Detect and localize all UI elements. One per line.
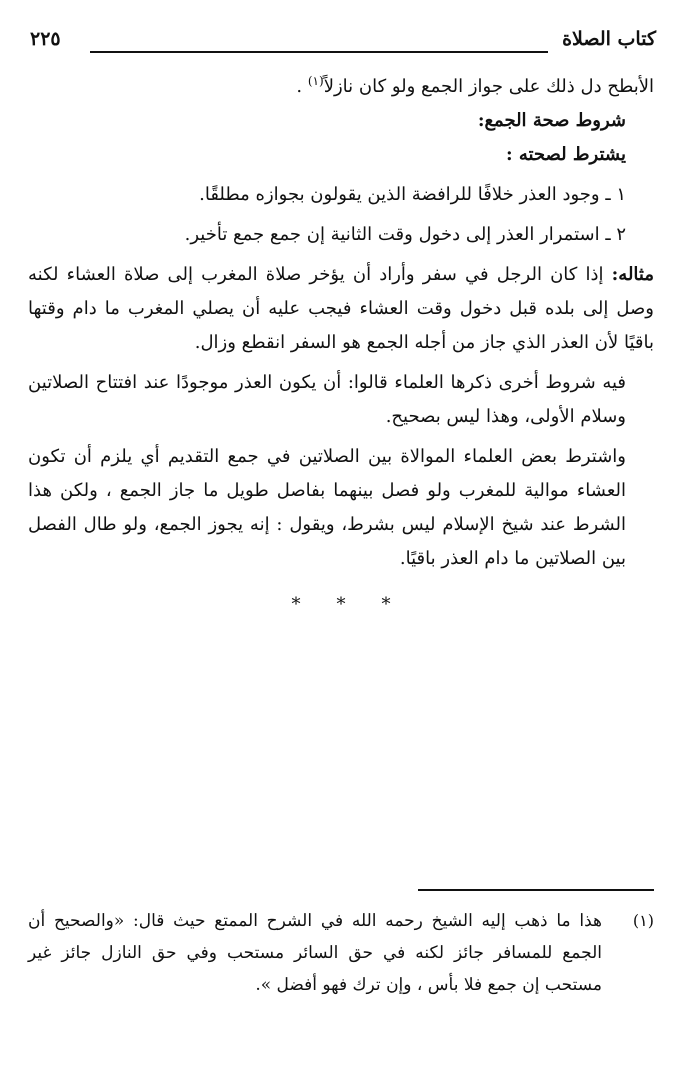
- chapter-title: كتاب الصلاة: [562, 28, 656, 50]
- intro-text: الأبطح دل ذلك على جواز الجمع ولو كان نازلاً: [323, 76, 654, 97]
- footnote-text: هذا ما ذهب إليه الشيخ رحمه الله في الشرح الممتع حيث قال: «والصحيح أن الجمع للمسافر جائز لكنه في حق السائر مستحب وفي حق النازل جائز غير مستحب إن جمع فلا بأس ، وإن ترك فهو أفضل ».: [28, 911, 602, 995]
- main-text: [28, 70, 654, 622]
- page-number: ٢٢٥: [30, 28, 61, 50]
- example-label: مثاله:: [611, 264, 654, 285]
- separator-star: *: [336, 594, 346, 615]
- heading-required: يشترط لصحته :: [505, 144, 626, 165]
- example-paragraph: [28, 258, 654, 360]
- section-separator: [28, 588, 654, 622]
- footnote-rule: [418, 889, 654, 891]
- separator-star: *: [381, 594, 391, 615]
- condition-2: ٢ ـ استمرار العذر إلى دخول وقت الثانية إن جمع جمع تأخير.: [184, 224, 626, 245]
- footnote-1: [28, 905, 654, 1001]
- intro-end: .: [296, 76, 308, 97]
- footnote-number: (١): [632, 911, 654, 930]
- other-conditions-paragraph: فيه شروط أخرى ذكرها العلماء قالوا: أن يكون العذر موجودًا عند افتتاح الصلاتين وسلام الأولى، وهذا ليس بصحيح.: [28, 372, 626, 427]
- intro-paragraph: [28, 70, 654, 104]
- separator-star: *: [291, 594, 301, 615]
- header-rule: [90, 51, 548, 53]
- footnote-reference: (١): [307, 74, 324, 88]
- page-header: [30, 26, 656, 60]
- condition-1: ١ ـ وجود العذر خلافًا للرافضة الذين يقولون بجوازه مطلقًا.: [199, 184, 626, 205]
- heading-conditions: شروط صحة الجمع:: [477, 110, 626, 131]
- muwalat-paragraph: واشترط بعض العلماء الموالاة بين الصلاتين في جمع التقديم أي يلزم أن تكون العشاء موالية للمغرب ولو فصل بينهما بفاصل طويل ما جاز الجمع ، ولكن هذا الشرط عند شيخ الإسلام ليس بشرط، ويقول : إنه يجوز الجمع، ولو طال الفصل بين الصلاتين ما دام العذر باقيًا.: [28, 446, 626, 569]
- example-text: إذا كان الرجل في سفر وأراد أن يؤخر صلاة المغرب إلى صلاة العشاء لكنه وصل إلى بلده قبل دخول وقت العشاء فيجب عليه أن يصلي المغرب ما دام وقتها باقيًا لأن العذر الذي جاز من أجله الجمع هو السفر انقطع وزال.: [28, 264, 654, 353]
